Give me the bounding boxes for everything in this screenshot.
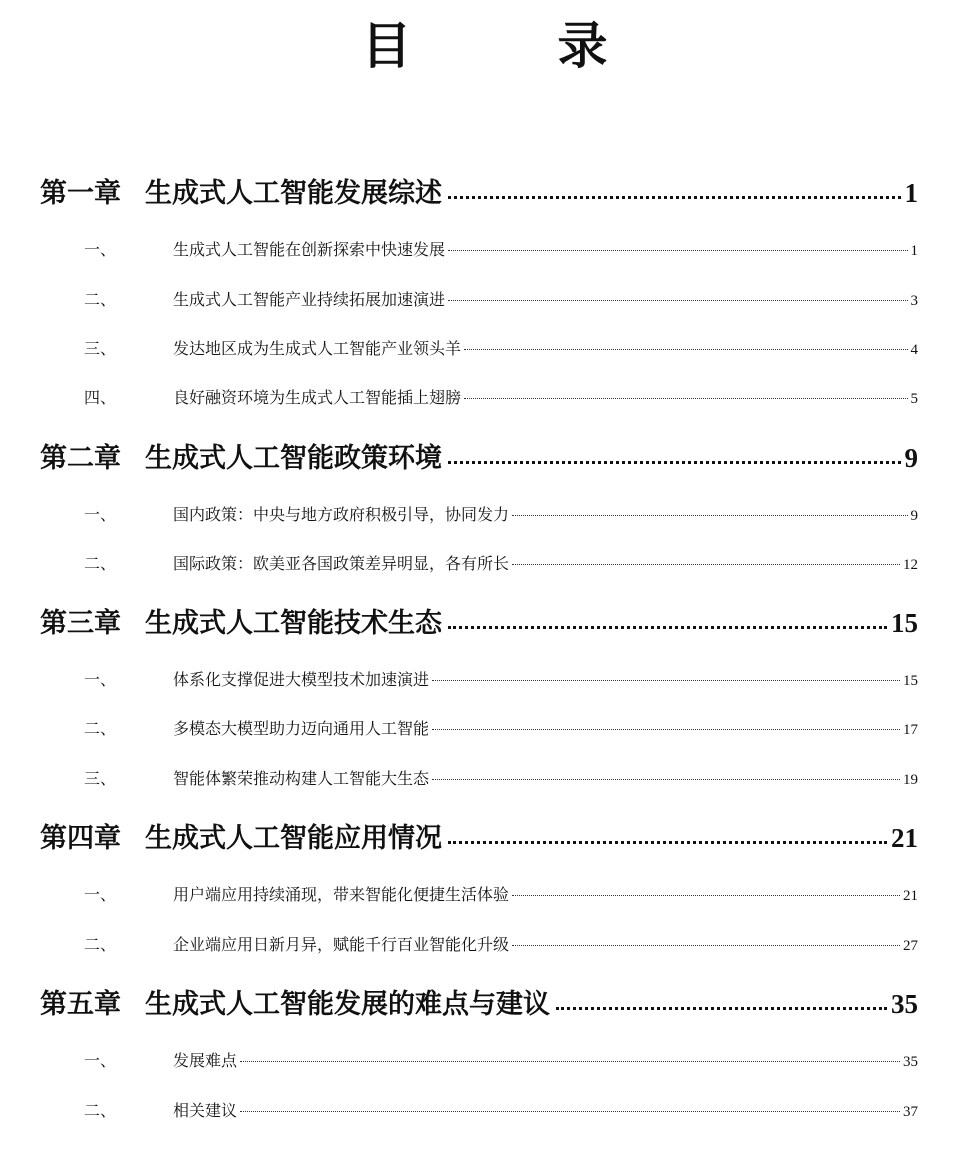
dot-leader (240, 1061, 900, 1062)
chapter-page-number: 35 (891, 989, 918, 1019)
dot-leader (512, 564, 900, 565)
chapter-number: 第五章 (40, 989, 121, 1020)
chapter-title: 生成式人工智能发展综述 (145, 178, 442, 209)
toc-section-2-2[interactable] (84, 551, 918, 577)
section-title: 发展难点 (173, 1051, 238, 1070)
section-page-number: 9 (910, 508, 918, 524)
section-number: 四、 (84, 388, 117, 407)
section-page-number: 12 (903, 557, 918, 573)
section-title: 企业端应用日新月异，赋能千行百业智能化升级 (173, 935, 510, 954)
section-title: 生成式人工智能产业持续拓展加速演进 (173, 290, 446, 309)
dot-leader (464, 349, 907, 350)
section-page-number: 3 (910, 293, 918, 309)
section-page-number: 19 (903, 772, 918, 788)
chapter-number: 第四章 (40, 823, 121, 854)
chapter-title: 生成式人工智能技术生态 (145, 608, 442, 639)
chapter-title: 生成式人工智能发展的难点与建议 (145, 989, 550, 1020)
section-page-number: 35 (903, 1054, 918, 1070)
section-number: 一、 (84, 670, 117, 689)
section-number: 二、 (84, 935, 117, 954)
dot-leader (448, 250, 907, 251)
chapter-page-number: 15 (891, 608, 918, 638)
section-number: 二、 (84, 554, 117, 573)
chapter-page-number: 21 (891, 823, 918, 853)
section-page-number: 5 (910, 391, 918, 407)
dot-leader (432, 779, 900, 780)
section-title: 生成式人工智能在创新探索中快速发展 (173, 240, 446, 259)
section-number: 二、 (84, 1101, 117, 1120)
toc-section-1-4[interactable] (84, 385, 918, 411)
chapter-number: 第一章 (40, 178, 121, 209)
dot-leader (512, 515, 907, 516)
section-page-number: 27 (903, 938, 918, 954)
toc-section-3-1[interactable] (84, 667, 918, 693)
section-number: 一、 (84, 1051, 117, 1070)
section-title: 国内政策：中央与地方政府积极引导，协同发力 (173, 505, 510, 524)
toc-section-5-1[interactable] (84, 1048, 918, 1074)
toc-chapter-4[interactable] (40, 820, 918, 856)
toc-section-4-2[interactable] (84, 932, 918, 958)
toc-section-3-2[interactable] (84, 716, 918, 742)
toc-chapter-3[interactable] (40, 605, 918, 641)
section-title: 智能体繁荣推动构建人工智能大生态 (173, 769, 430, 788)
section-page-number: 17 (903, 722, 918, 738)
section-title: 多模态大模型助力迈向通用人工智能 (173, 719, 430, 738)
dot-leader (512, 945, 900, 946)
chapter-number: 第三章 (40, 608, 121, 639)
chapter-page-number: 1 (904, 178, 918, 208)
section-number: 一、 (84, 240, 117, 259)
toc-section-4-1[interactable] (84, 882, 918, 908)
section-number: 三、 (84, 769, 117, 788)
section-number: 一、 (84, 505, 117, 524)
section-page-number: 15 (903, 673, 918, 689)
toc-chapter-5[interactable] (40, 986, 918, 1022)
toc-section-1-2[interactable] (84, 287, 918, 313)
section-page-number: 37 (903, 1104, 918, 1120)
dot-leader (448, 300, 907, 301)
section-title: 体系化支撑促进大模型技术加速演进 (173, 670, 430, 689)
page-title: 目 录 (361, 17, 656, 75)
toc-chapter-2[interactable] (40, 440, 918, 476)
section-title: 国际政策：欧美亚各国政策差异明显，各有所长 (173, 554, 510, 573)
toc-section-1-3[interactable] (84, 336, 918, 362)
section-number: 一、 (84, 885, 117, 904)
chapter-title: 生成式人工智能政策环境 (145, 443, 442, 474)
section-page-number: 21 (903, 888, 918, 904)
toc-section-2-1[interactable] (84, 502, 918, 528)
toc-section-5-2[interactable] (84, 1098, 918, 1124)
section-title: 相关建议 (173, 1101, 238, 1120)
section-title: 发达地区成为生成式人工智能产业领头羊 (173, 339, 462, 358)
section-title: 用户端应用持续涌现，带来智能化便捷生活体验 (173, 885, 510, 904)
dot-leader (240, 1111, 900, 1112)
dot-leader (448, 841, 887, 844)
section-page-number: 1 (910, 243, 918, 259)
dot-leader (464, 398, 907, 399)
section-page-number: 4 (910, 342, 918, 358)
dot-leader (432, 729, 900, 730)
section-number: 二、 (84, 290, 117, 309)
dot-leader (432, 680, 900, 681)
section-number: 二、 (84, 719, 117, 738)
toc-chapter-1[interactable] (40, 175, 918, 211)
dot-leader (556, 1007, 887, 1010)
dot-leader (448, 196, 901, 199)
chapter-title: 生成式人工智能应用情况 (145, 823, 442, 854)
section-title: 良好融资环境为生成式人工智能插上翅膀 (173, 388, 462, 407)
toc-section-3-3[interactable] (84, 766, 918, 792)
section-number: 三、 (84, 339, 117, 358)
toc-section-1-1[interactable] (84, 237, 918, 263)
dot-leader (448, 626, 887, 629)
dot-leader (448, 461, 901, 464)
dot-leader (512, 895, 900, 896)
chapter-page-number: 9 (904, 443, 918, 473)
chapter-number: 第二章 (40, 443, 121, 474)
